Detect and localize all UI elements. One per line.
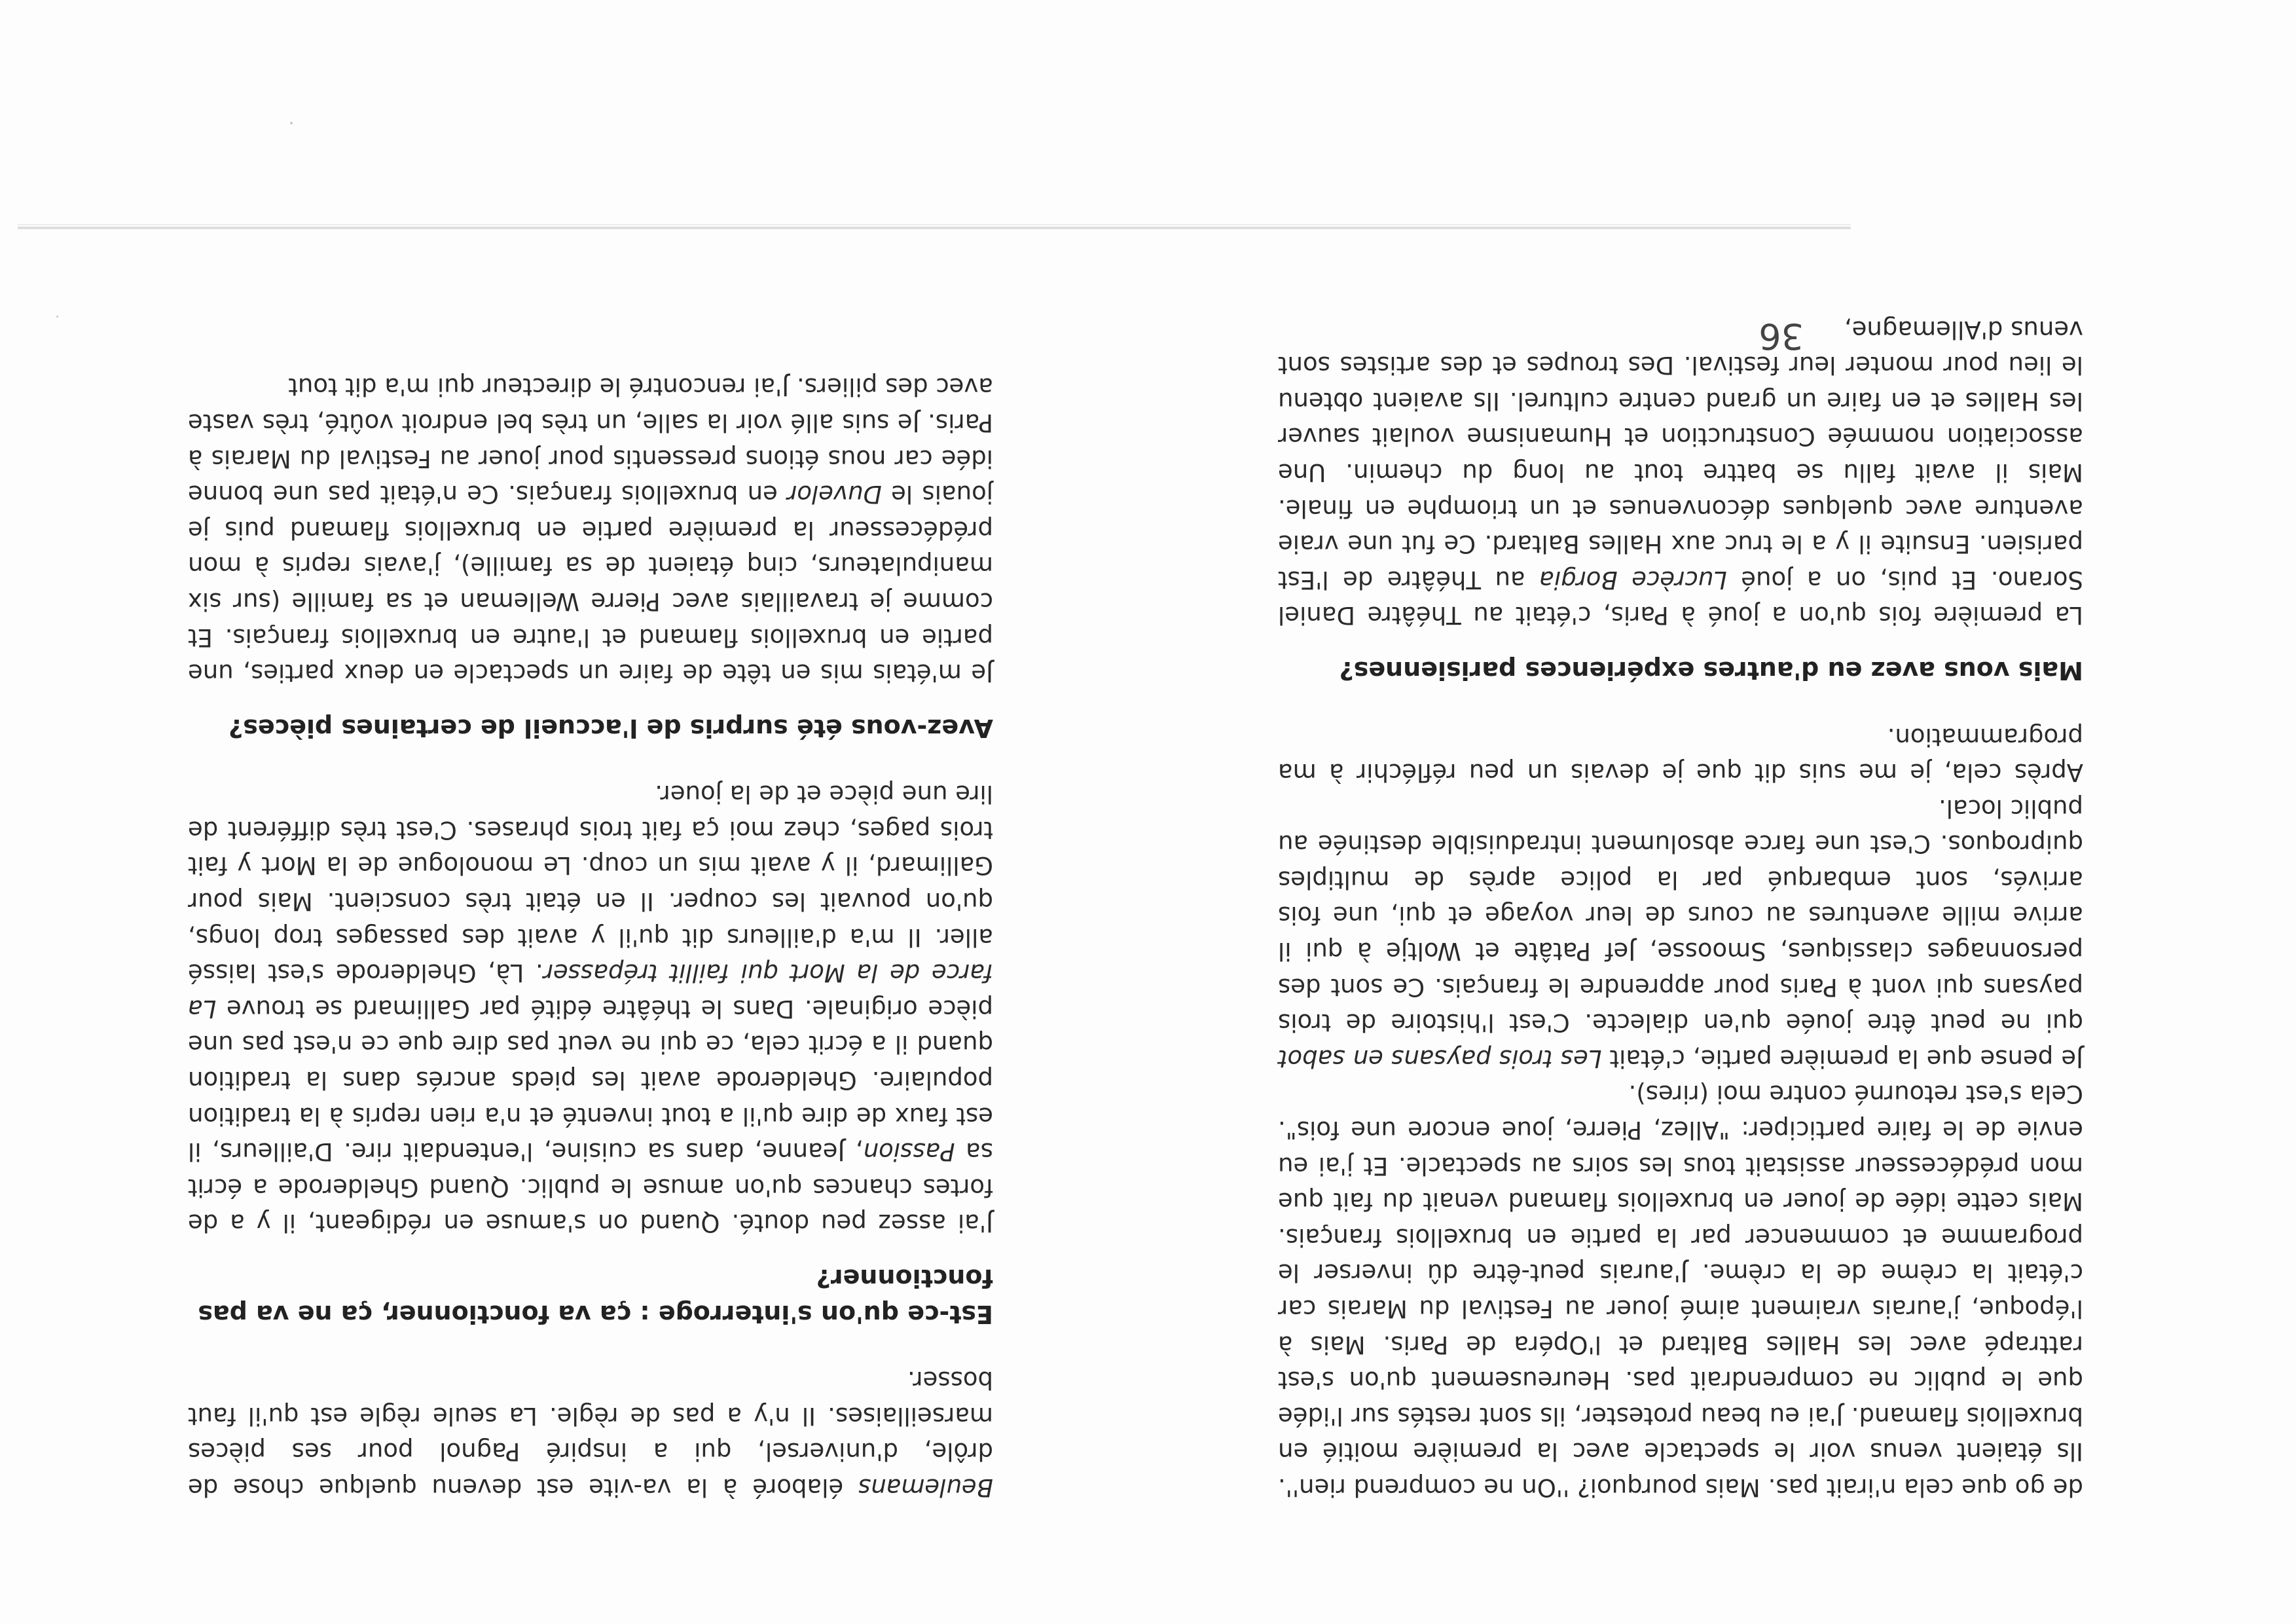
italic-title: La farce de la Mort qui faillit trépasser xyxy=(188,959,993,1023)
paragraph-text: en bruxellois français. Ce n'était pas une bonne idée car nous étions pressentis pour jouer au Festival du Marais à Paris. Je suis allé voir la salle, un très bel endroit voûté, très vaste avec des piliers. J'ai rencontré le directeur qui m'a dit tout xyxy=(187,373,993,509)
interview-question: Avez-vous été surpris de l'accueil de certaines pièces? xyxy=(228,713,993,743)
italic-title: Les trois paysans en sabot xyxy=(1277,1044,1602,1073)
paragraph-text: au Théâtre de l'Est parisien. Ensuite il y a le truc aux Halles Baltard. Ce fut une vraie aventure avec quelques déconvenues et un triomphe en finale. Mais il avait fallu se battre tout au long du chemin. Une association nommée Construction et Humanisme voulait sauver les Halles et en faire un grand centre culturel. Ils avaient obtenu le lieu pour monter leur festival. Des troupes et des artistes sont venus d'Allemagne, xyxy=(1278,315,2083,594)
paragraph xyxy=(188,369,993,690)
paragraph-text: . Là, Ghelderode s'est laissé aller. Il m'a d'ailleurs dit qu'il y avait des passages trop longs, qu'on pouvait les couper. Il en était très conscient. Mais pour Gallimard, il y avait mis un coup. Le monologue de la Mort y fait trois pages, chez moi ça fait trois phrases. C'est très différent de lire une pièce et de la jouer. xyxy=(188,780,993,987)
interview-question: Mais vous avez eu d'autres expériences parisiennes? xyxy=(1339,655,2083,685)
italic-title: Duvelor xyxy=(787,480,882,509)
right-column xyxy=(1278,216,2083,1624)
paragraph xyxy=(188,1362,993,1505)
left-column xyxy=(188,216,993,1624)
paragraph-text: Je m'étais mis en tête de faire un spectacle en deux parties, une partie en bruxellois flamand et l'autre en bruxellois français. Et comme je travaillais avec Pierre Welleman et sa famille (sur six manipulateurs, cinq étaient de sa famille), j'avais repris à mon prédécesseur la première partie en bruxellois flamand puis je jouais le xyxy=(188,480,993,688)
paragraph xyxy=(1278,311,2083,633)
interview-question: Est-ce qu'on s'interroge : ça va fonctionner, ça ne va pas fonctionner? xyxy=(198,1264,993,1329)
paragraph: de go que cela n'irait pas. Mais pourquoi? ''On ne comprend rien''. Ils étaient venus voir le spectacle avec la première moitié en bruxellois flamand. J'ai eu beau protester, ils sont restés sur l'idée que le public ne comprendrait pas. Heureusement qu'on s'est rattrapé avec les Halles Baltard et l'Opéra de Paris. Mais à l'époque, j'aurais vraiment aimé jouer au Festival du Marais car c'était la crème de la crème. J'aurais peut-être dû inverser le programme et commencer par la partie en bruxellois français. Mais cette idée de jouer en bruxellois flamand venait du fait que mon prédécesseur assistait tous les soirs au spectacle. Et j'ai eu envie de le faire participer: "Allez, Pierre, joue encore une fois". Cela s'est retourné contre moi (rires). xyxy=(1278,1080,2083,1502)
paragraph-text: élaboré à la va-vite est devenu quelque chose de drôle, d'universel, qui a inspiré Pagnol pour ses pièces marseillaises. Il n'y a pas de règle. La seule règle est qu'il faut bosser. xyxy=(188,1366,993,1502)
paragraph-text: qui ne peut être jouée qu'en dialecte. C'est l'histoire de trois paysans qui vont à Paris pour apprendre le français. Ce sont des personnages classiques, Smoosse, Jef Patâte et Woltje à qui il arrive mille aventures au cours de leur voyage et qui, une fois arrivés, sont embarqué par la police après de multiples quiproquos. C'est une farce absolument intraduisible destinée au public local. xyxy=(1278,794,2083,1037)
scan-speck xyxy=(56,316,58,318)
paragraph: Après cela, je me suis dit que je devais un peu réfléchir à ma programmation. xyxy=(1278,722,2083,787)
paragraph-text: La première fois qu'on a joué à Paris, c'était au Théâtre Daniel Sorano. Et puis, on a joué xyxy=(1278,565,2083,630)
paragraph-text: J'ai assez peu douté. Quand on s'amuse en rédigeant, il y a de fortes chances qu'on amuse le public. Quand Ghelderode a écrit sa xyxy=(188,1137,993,1238)
paragraph xyxy=(188,776,993,1241)
paragraph xyxy=(1278,790,2083,1076)
italic-title: Passion xyxy=(863,1137,955,1166)
scan-speck xyxy=(290,122,293,124)
paragraph-text: Je pense que la première partie, c'était xyxy=(1601,1044,2083,1073)
italic-title: Beulemans xyxy=(858,1473,993,1502)
page-number: 36 xyxy=(1758,316,1804,357)
italic-title: Lucrèce Borgia xyxy=(1539,565,1727,594)
paragraph-text: , Jeanne, dans sa cuisine, l'entendait rire. D'ailleurs, il est faux de dire qu'il a tout inventé et n'a rien repris à la tradition populaire. Ghelderode avait les pieds ancrés dans la tradition quand il a écrit cela, ce qui ne veut pas dire que ce n'est pas une pièce originale. Dans le théâtre édité par Gallimard se trouve xyxy=(188,994,993,1166)
